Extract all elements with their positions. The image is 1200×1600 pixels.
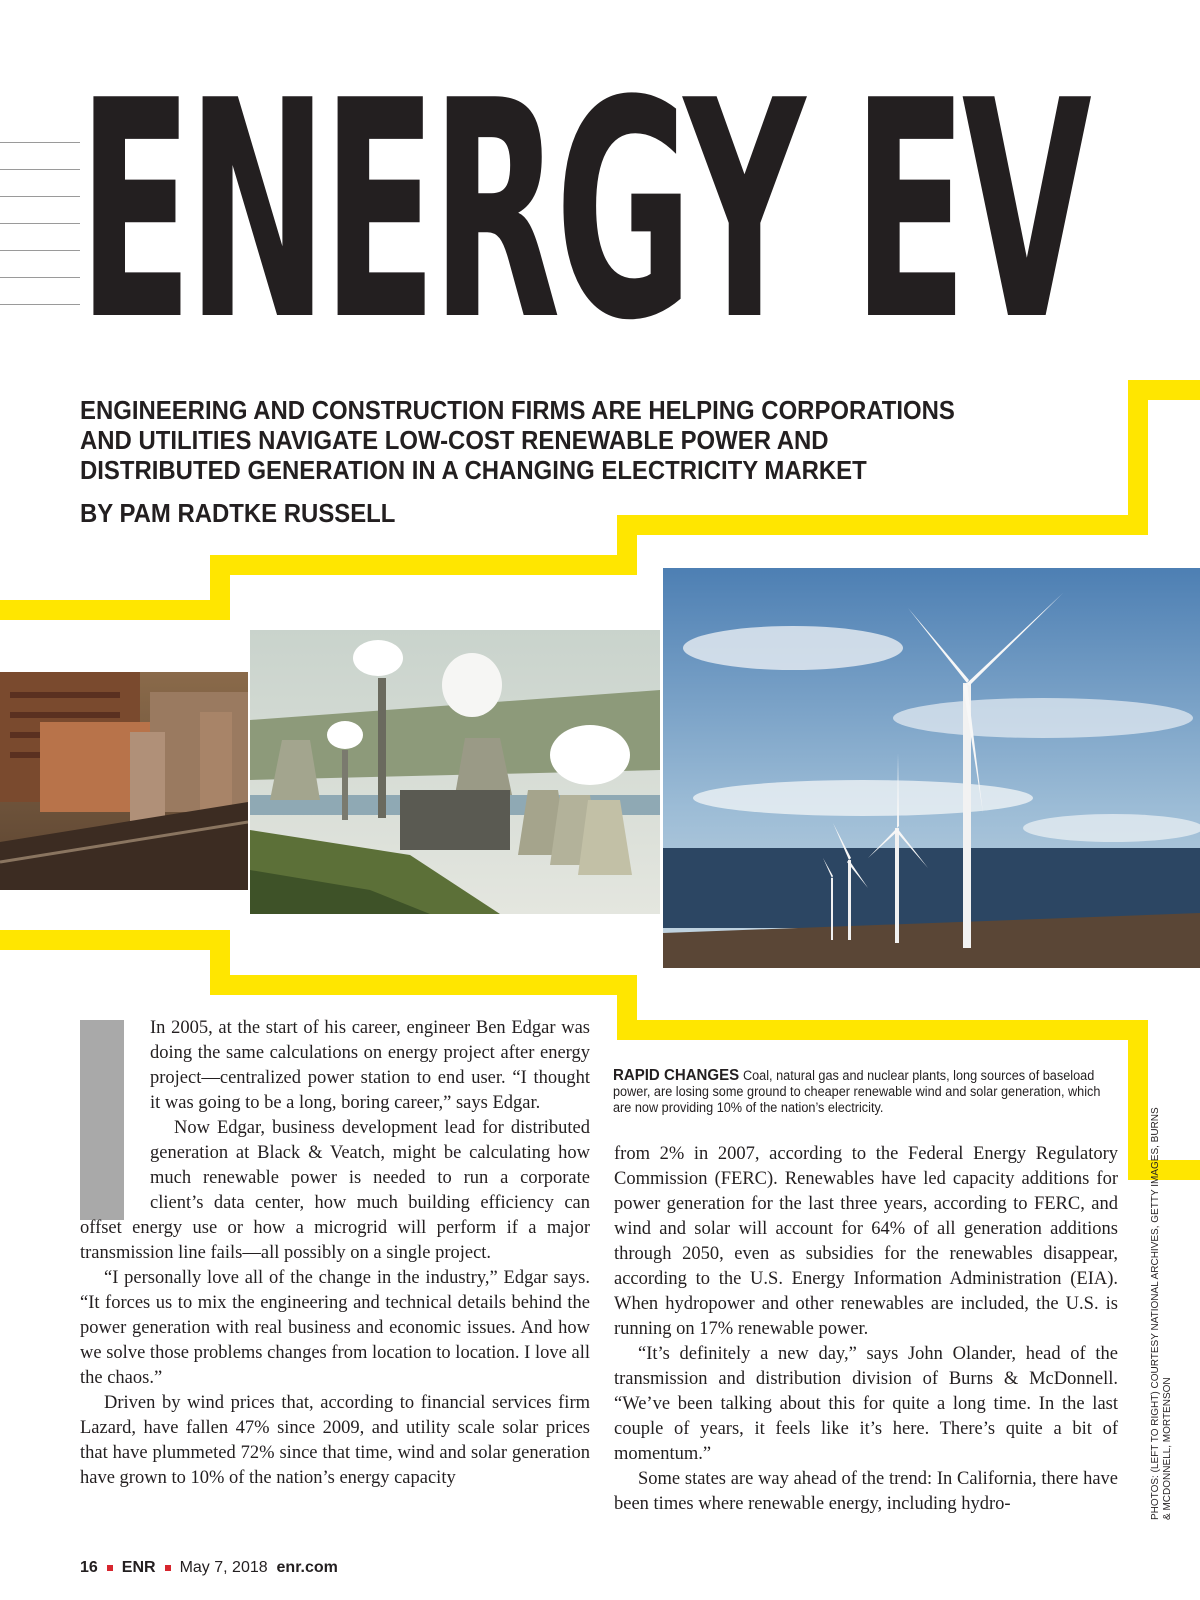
caption-text: Coal, natural gas and nuclear plants, long sources of baseload power, are losing some ground to cheaper renewable wind and solar generation, which are now providing 10% of the nation’s electricity. xyxy=(613,1068,1101,1115)
page-number: 16 xyxy=(80,1559,98,1576)
headline: ENERGY EV xyxy=(78,37,1087,386)
body-column-2 xyxy=(614,1142,1118,1517)
photo-wind-turbines xyxy=(663,568,1200,968)
body-paragraph: In 2005, at the start of his career, engineer Ben Edgar was doing the same calculations on energy project after energy project—centralized power station to end user. “I thought it was going to be a long, boring career,” says Edgar. xyxy=(150,1018,590,1113)
photo-cooling-towers xyxy=(250,630,660,914)
folio xyxy=(80,1558,580,1578)
folio-bullet xyxy=(165,1565,171,1571)
caption-label: RAPID CHANGES xyxy=(613,1067,740,1084)
dek: ENGINEERING AND CONSTRUCTION FIRMS ARE HELPING CORPORATIONS AND UTILITIES NAVIGATE LOW-COST RENEWABLE POWER AND DISTRIBUTED GENERATION IN A CHANGING ELECTRICITY MARKET xyxy=(80,395,955,485)
issue-date: May 7, 2018 xyxy=(179,1559,268,1576)
body-column-1 xyxy=(80,1016,590,1491)
drop-cap-space xyxy=(80,1016,150,1216)
photo-industrial-plant xyxy=(0,672,248,890)
magazine-name: ENR xyxy=(121,1559,156,1576)
body-paragraph: from 2% in 2007, according to the Federal Energy Regulatory Commission (FERC). Renewables have led capacity additions for power generation for the last three years, according to FERC, and wind and solar will account for 64% of all generation additions through 2050, even as subsidies for the renewables disappear, according to the U.S. Energy Information Administration (EIA). When hydropower and other renewables are included, the U.S. is running on 17% renewable power. xyxy=(614,1144,1118,1339)
photo-caption xyxy=(613,1068,1102,1116)
folio-bullet xyxy=(107,1565,113,1571)
body-paragraph: “I personally love all of the change in the industry,” Edgar says. “It forces us to mix the engineering and technical details behind the power generation with real business and economic issues. And how we solve those problems changes from location to location. I love all the chaos.” xyxy=(80,1268,590,1388)
body-paragraph: “It’s definitely a new day,” says John Olander, head of the transmission and distribution division of Burns & McDonnell. “We’ve been talking about this for quite a long time. In the last couple of years, it feels like it’s here. There’s quite a bit of momentum.” xyxy=(614,1344,1118,1464)
body-paragraph: Some states are way ahead of the trend: In California, there have been times where renewable energy, including hydro- xyxy=(614,1469,1118,1514)
body-paragraph: Driven by wind prices that, according to financial services firm Lazard, have fallen 47% since 2009, and utility scale solar prices that have plummeted 72% since that time, wind and solar generation have grown to 10% of the nation’s energy capacity xyxy=(80,1393,590,1488)
photo-credit: PHOTOS: (LEFT TO RIGHT) COURTESY NATIONAL ARCHIVES, GETTY IMAGES, BURNS & MCDONNELL, MORTENSON xyxy=(1150,1107,1173,1520)
byline: BY PAM RADTKE RUSSELL xyxy=(80,498,396,528)
body-paragraph: Now Edgar, business development lead for distributed generation at Black & Veatch, might be calculating how much renewable power is needed to run a corporate client’s data center, how much building efficiency can offset energy use or how a microgrid will perform if a major transmission line fails—all possibly on a single project. xyxy=(80,1118,590,1263)
site-url: enr.com xyxy=(276,1559,338,1576)
